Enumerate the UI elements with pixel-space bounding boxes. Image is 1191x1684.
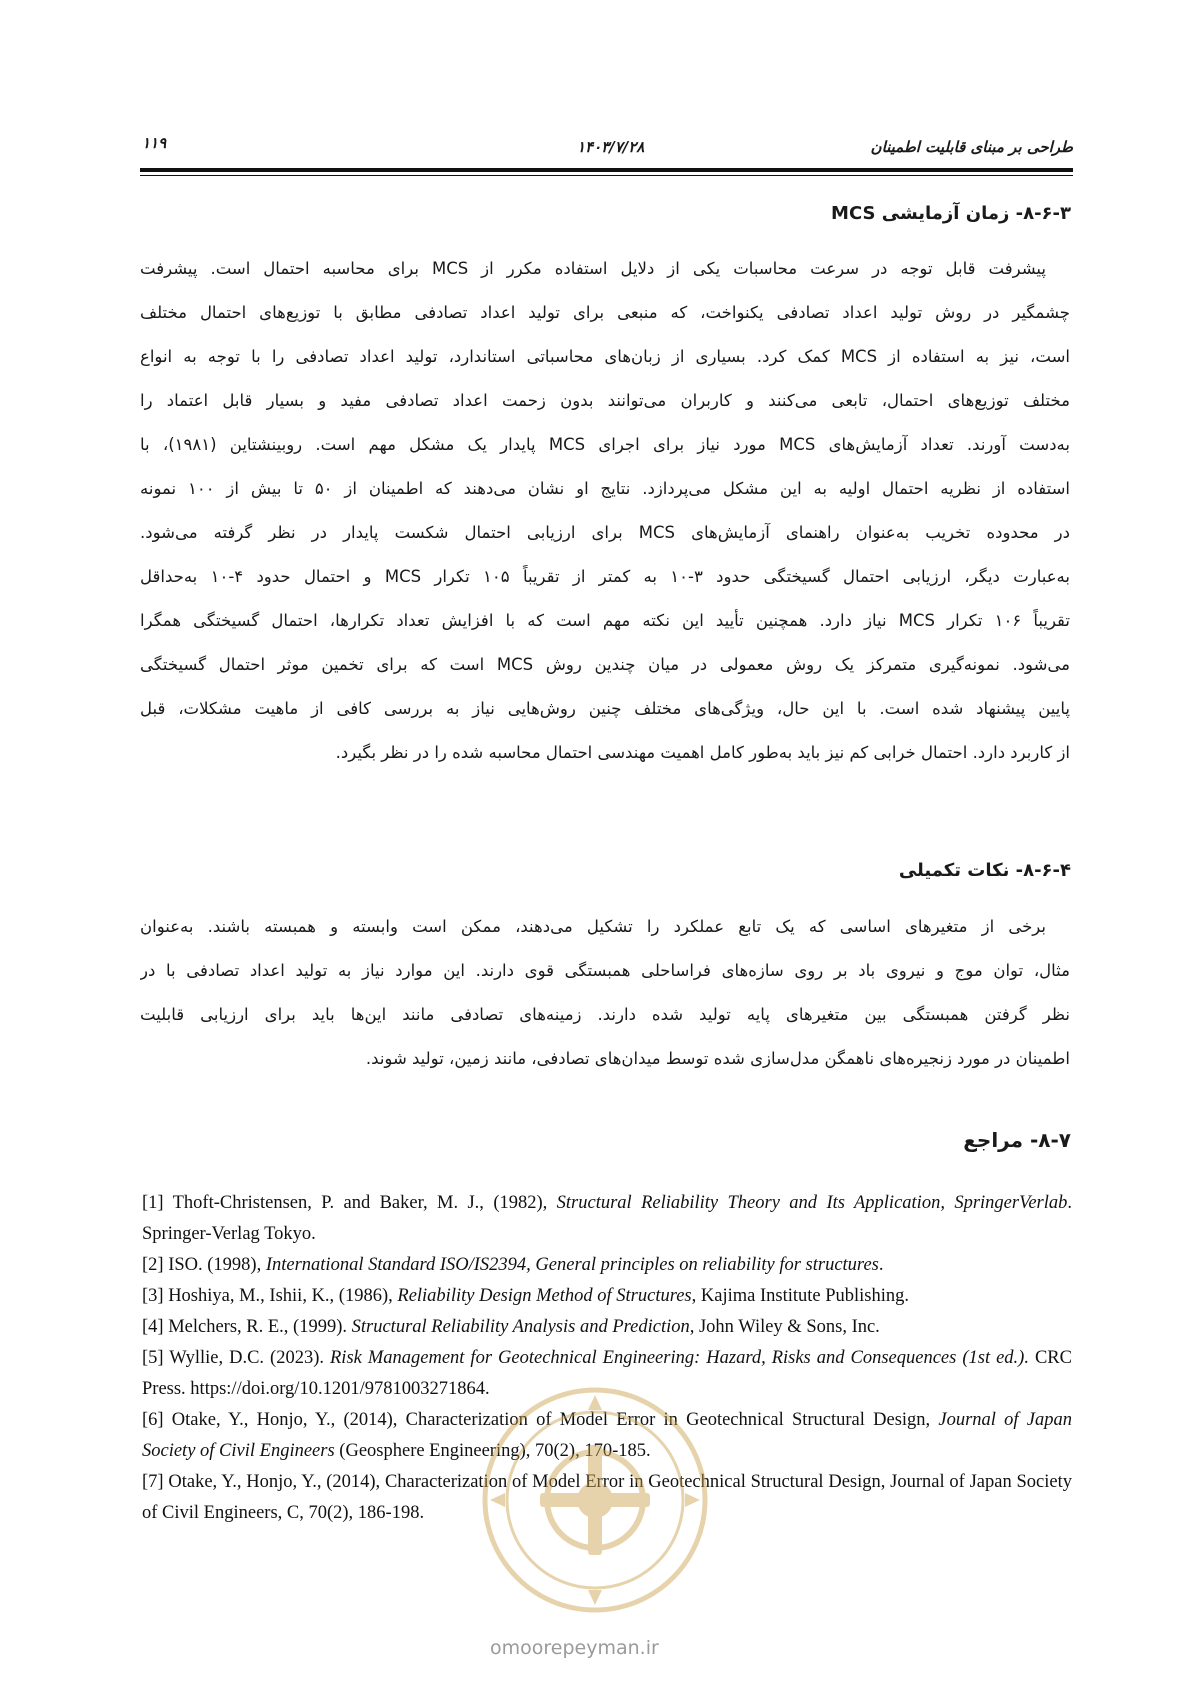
watermark-seal-icon [470, 1375, 720, 1635]
reference-title: Reliability Design Method of Structures [397, 1286, 692, 1306]
paragraph-line: است، نیز به استفاده از MCS کمک کرد. بسیاری از زبان‌های محاسباتی استاندارد، تولید اعداد تصادفی را با توجه به انواع [140, 347, 1070, 366]
reference-item [142, 1281, 1072, 1312]
reference-title: Structural Reliability Analysis and Prediction, [351, 1317, 695, 1337]
reference-text: , Kajima Institute Publishing. [691, 1286, 910, 1306]
watermark-site-text: omoorepeyman.ir [490, 1637, 659, 1659]
reference-text: (Geosphere Engineering), 70(2), 170-185. [334, 1441, 651, 1461]
paragraph-line: می‌شود. نمونه‌گیری متمرکز یک روش معمولی در میان چندین روش MCS است که برای تخمین موثر احتمال گسیختگی [140, 655, 1070, 674]
header-rule-thin [140, 175, 1073, 176]
reference-item [142, 1250, 1072, 1281]
paragraph-line: مثال، توان موج و نیروی باد بر روی سازه‌های فراساحلی همبستگی قوی دارند. این موارد نیاز به تولید اعداد تصادفی با در [140, 961, 1070, 980]
reference-text: . Springer-Verlag Tokyo. [142, 1193, 1073, 1244]
reference-text: [2] ISO. (1998), [142, 1255, 266, 1275]
section-3-paragraph [140, 247, 1070, 775]
reference-text: [1] Thoft-Christensen, P. and Baker, M. J., (1982), [142, 1193, 557, 1213]
reference-text: [4] Melchers, R. E., (1999). [142, 1317, 352, 1337]
paragraph-line: اطمینان در مورد زنجیره‌های ناهمگن مدل‌سازی شده توسط میدان‌های تصادفی، مانند زمین، تولید شوند. [365, 1049, 1070, 1068]
paragraph-line: از کاربرد دارد. احتمال خرابی کم نیز باید به‌طور کامل اهمیت مهندسی احتمال محاسبه شده را در نظر بگیرد. [335, 743, 1070, 762]
reference-title: Structural Reliability Theory and Its Application, SpringerVerlab [556, 1193, 1068, 1213]
section-4-paragraph [140, 905, 1070, 1081]
section-heading-references: ۸-۷- مراجع [963, 1128, 1071, 1152]
reference-text: [3] Hoshiya, M., Ishii, K., (1986), [142, 1286, 398, 1306]
paragraph-line: برخی از متغیرهای اساسی که یک تابع عملکرد را تشکیل می‌دهند، ممکن است وابسته و همبسته باشند. به‌عنوان [140, 917, 1046, 936]
running-header-date: ۱۴۰۳/۷/۲۸ [577, 138, 645, 156]
paragraph-line: استفاده از نظریه احتمال اولیه به این مشکل می‌پردازد. نتایج او نشان می‌دهند که اطمینان از ۵۰ تا بیش از ۱۰۰ نمونه [140, 479, 1070, 498]
reference-item [142, 1188, 1072, 1250]
page-number: ۱۱۹ [142, 134, 167, 152]
paragraph-line: به‌دست آورند. تعداد آزمایش‌های MCS مورد نیاز برای اجرای MCS پایدار یک مشکل مهم است. روبینشتاین (۱۹۸۱)، با [140, 435, 1070, 454]
paragraph-line: چشمگیر در روش تولید اعداد تصادفی یکنواخت، که منبعی برای تولید اعداد تصادفی مطابق با توزیع‌های احتمال مختلف [140, 303, 1070, 322]
reference-text: [7] Otake, Y., Honjo, Y., (2014), Characterization of Model Error in Geotechnical Structural Design, Journal of Japan Society of Civil Engineers, C, 70(2), 186-198. [142, 1472, 1072, 1523]
reference-title: Risk Management for Geotechnical Engineering: Hazard, Risks and Consequences (1st ed.). [330, 1348, 1029, 1368]
paragraph-line: مختلف توزیع‌های احتمال، تابعی می‌کنند و کاربران می‌توانند بدون زحمت اعداد تصادفی مفید و بسیار قابل اعتماد را [140, 391, 1070, 410]
paragraph-line: پایین پیشنهاد شده است. با این حال، ویژگی‌های مختلف چنین روش‌هایی نیاز به بررسی کافی از ماهیت مشکلات، قبل [140, 699, 1070, 718]
section-heading-mcs-time: ۸-۶-۳- زمان آزمایشی MCS [831, 203, 1071, 224]
reference-text: [6] Otake, Y., Honjo, Y., (2014), Characterization of Model Error in Geotechnical Structural Design, [142, 1410, 939, 1430]
paragraph-line: نظر گرفتن همبستگی بین متغیرهای پایه تولید شده دارند. زمینه‌های تصادفی مانند این‌ها باید برای ارزیابی قابلیت [140, 1005, 1070, 1024]
paragraph-line: پیشرفت قابل توجه در سرعت محاسبات یکی از دلایل استفاده مکرر از MCS برای محاسبه احتمال است. پیشرفت [140, 259, 1047, 278]
header-rule-thick [140, 168, 1073, 172]
reference-title: Journal of Japan Society of Civil Engineers [142, 1410, 1072, 1461]
reference-text: [5] Wyllie, D.C. (2023). [142, 1348, 330, 1368]
running-header-title: طراحی بر مبنای قابلیت اطمینان [870, 138, 1073, 156]
paragraph-line: به‌عبارت دیگر، ارزیابی احتمال گسیختگی حدود ۳-۱۰ به کمتر از تقریباً ۱۰۵ تکرار MCS و احتمال حدود ۴-۱۰ به‌حداقل [140, 567, 1070, 586]
reference-text: CRC Press. https://doi.org/10.1201/9781003271864. [142, 1348, 1072, 1399]
reference-text: John Wiley & Sons, Inc. [694, 1317, 880, 1337]
reference-item [142, 1312, 1072, 1343]
paragraph-line: در محدوده تخریب به‌عنوان راهنمای آزمایش‌های MCS برای ارزیابی احتمال شکست پایدار در نظر گرفته می‌شود. [140, 523, 1070, 542]
reference-text: . [878, 1255, 884, 1275]
paragraph-line: تقریباً ۱۰۶ تکرار MCS نیاز دارد. همچنین تأیید این نکته مهم است که با افزایش تعداد تکرارها، احتمال گسیختگی همگرا [140, 611, 1070, 630]
reference-title: International Standard ISO/IS2394, General principles on reliability for structures [265, 1255, 879, 1275]
section-heading-supplementary-notes: ۸-۶-۴- نکات تکمیلی [898, 860, 1071, 881]
